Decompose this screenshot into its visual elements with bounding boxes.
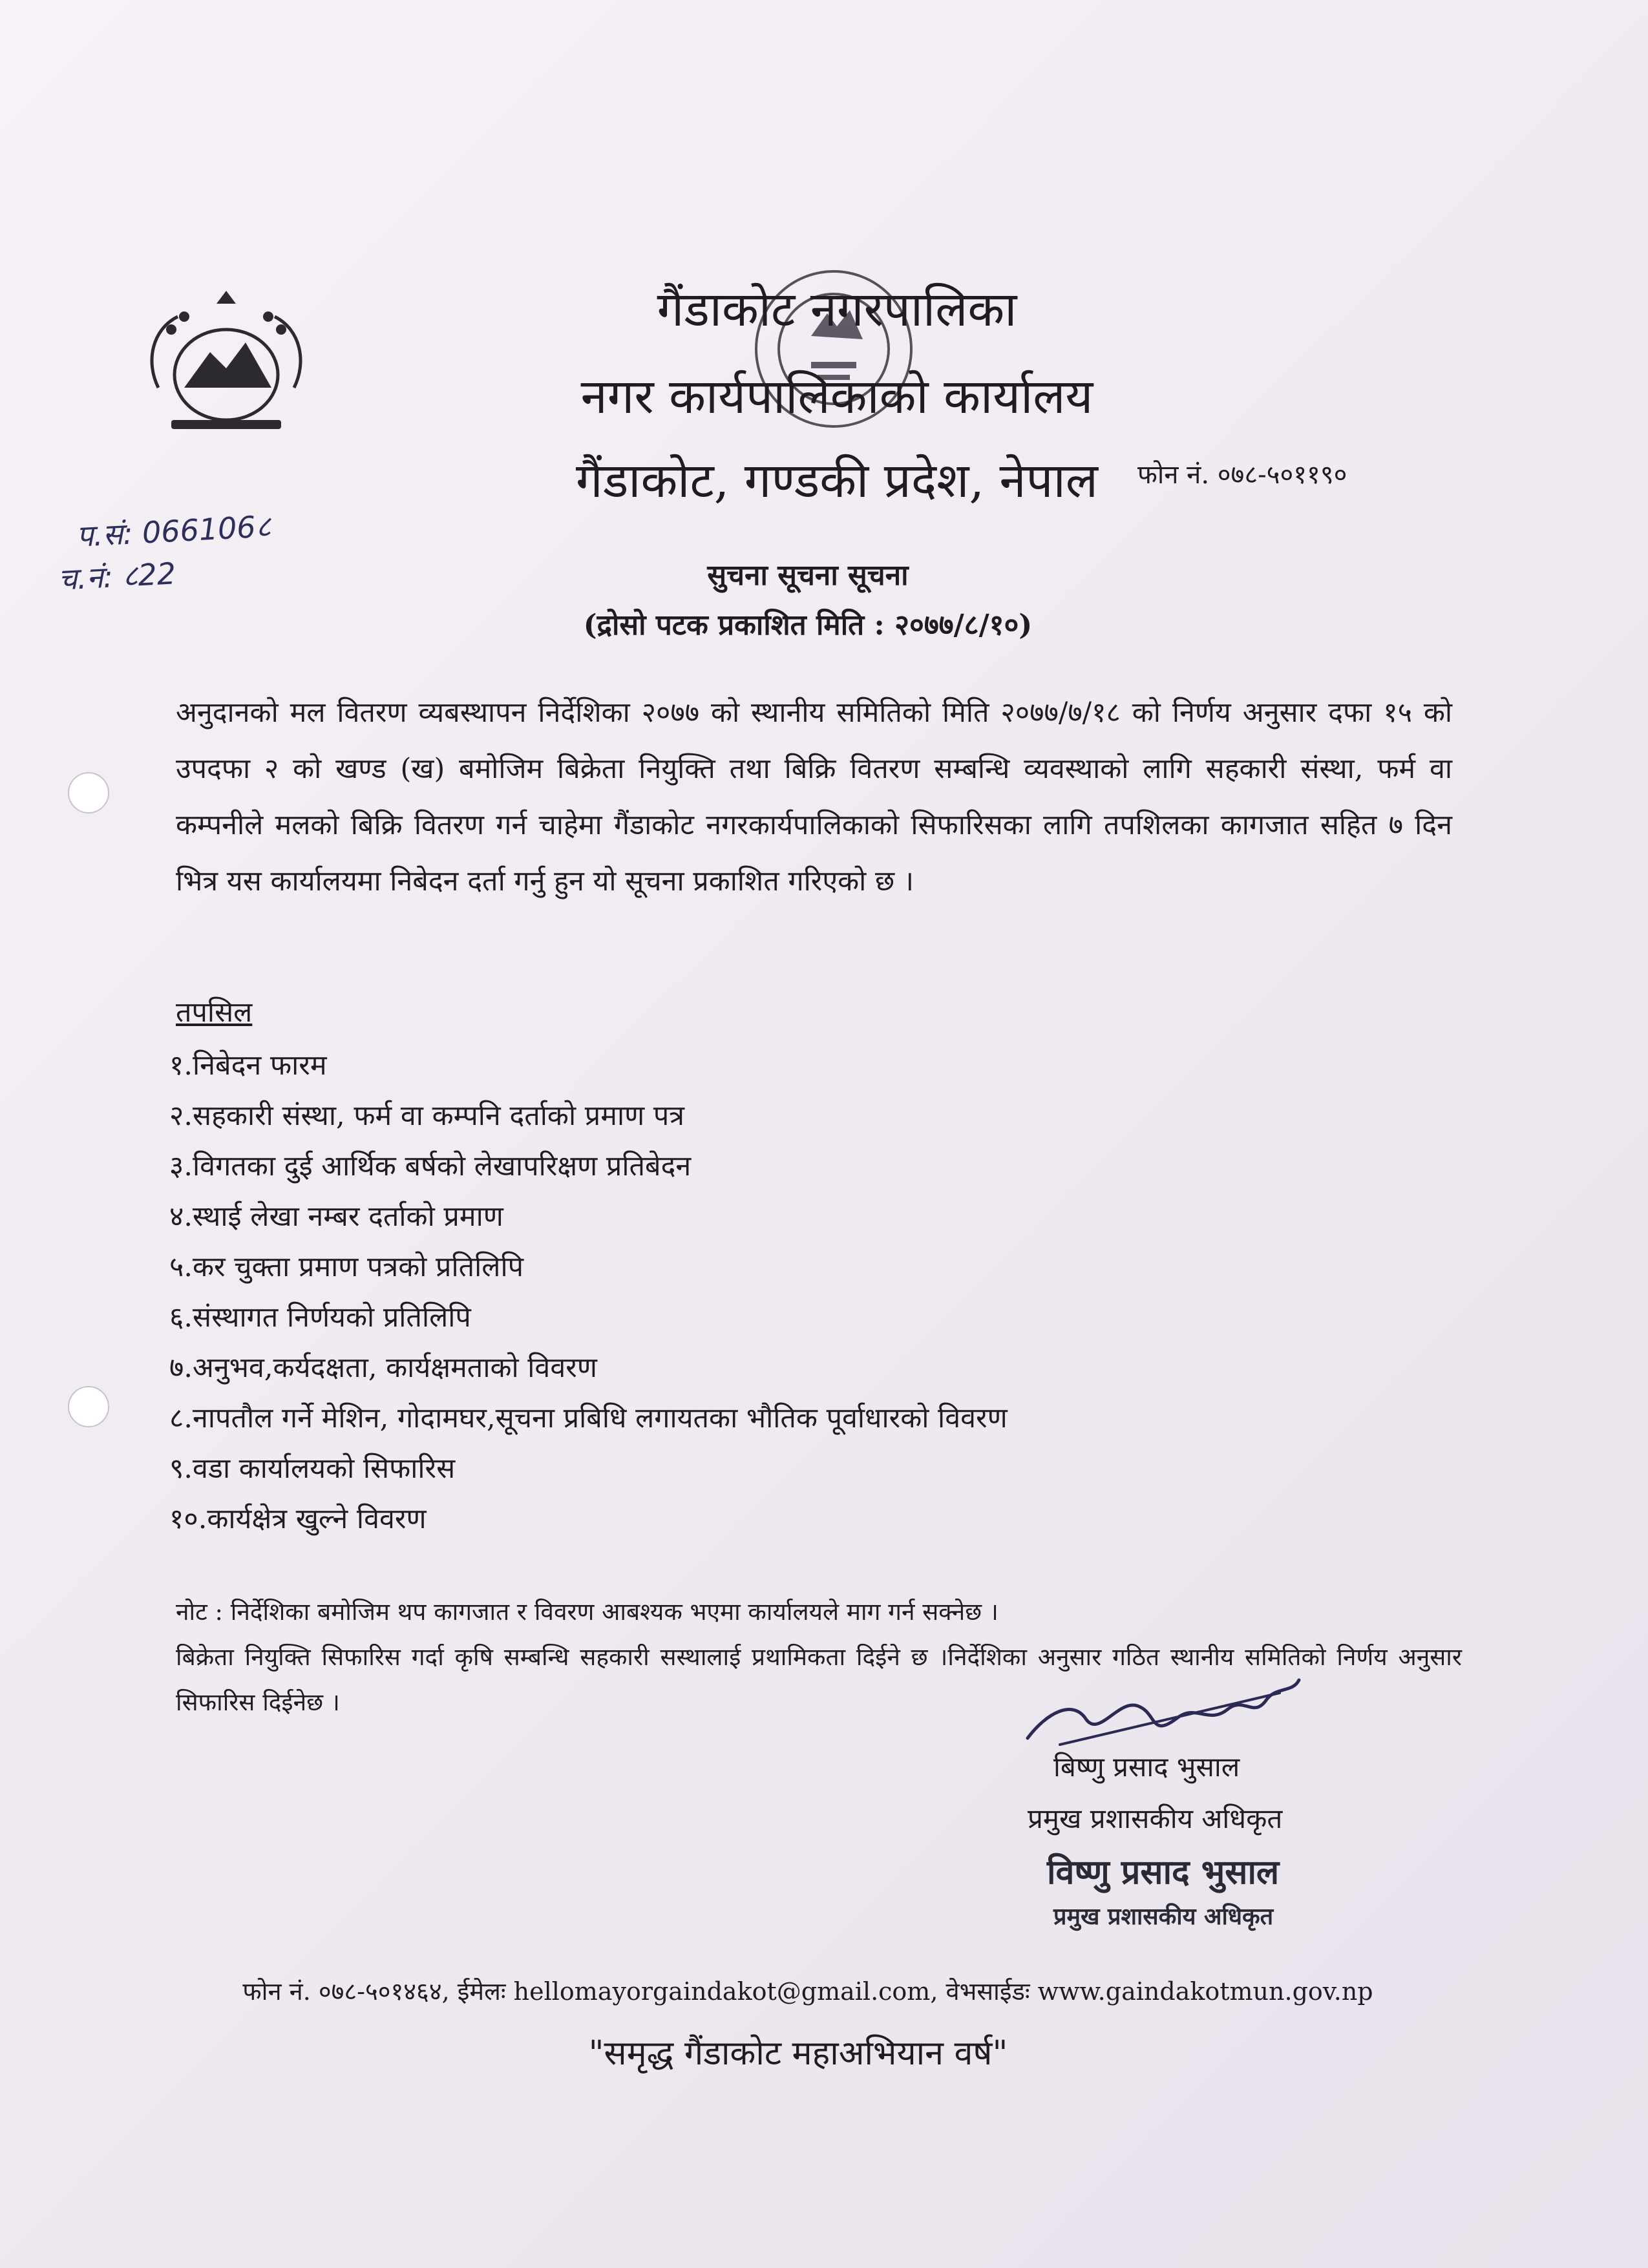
document-list [169,1040,1462,1544]
signatory-name: बिष्णु प्रसाद भुसाल [1053,1751,1240,1783]
handwritten-reference-number: प.सं: 066106८ [75,509,272,554]
list-item: ४.स्थाई लेखा नम्बर दर्ताको प्रमाण [169,1201,503,1233]
list-item: ७.अनुभव,कर्यदक्षता, कार्यक्षमताको विवरण [169,1352,597,1384]
footer-contact: फोन नं. ०७८-५०१४६४, ईमेलः hellomayorgaindakot@gmail.com, वेभसाईडः www.gaindakotmun.gov.np [242,1977,1373,2006]
list-item: ५.कर चुक्ता प्रमाण पत्रको प्रतिलिपि [169,1251,524,1283]
list-item: ३.विगतका दुई आर्थिक बर्षको लेखापरिक्षण प्रतिबेदन [169,1150,692,1182]
office-name: नगर कार्यपालिकाको कार्यालय [580,369,1093,425]
list-item: ६.संस्थागत निर्णयको प्रतिलिपि [169,1301,471,1334]
municipality-name: गैंडाकोट नगरपालिका [657,282,1017,337]
handwritten-dispatch-number: च.नं: ८22 [57,556,177,597]
list-heading: तपसिल [176,996,253,1029]
note-line-2: बिक्रेता नियुक्ति सिफारिस गर्दा कृषि सम्बन्धि सहकारी सस्थालाई प्रथामिकता दिईने छ ।निर्देशिका अनुसार गठित स्थानीय समितिको निर्णय अनुसार सिफारिस दिईनेछ । [176,1643,1462,1716]
list-item: ८.नापतौल गर्ने मेशिन, गोदामघर,सूचना प्रबिधि लगायतका भौतिक पूर्वाधारको विवरण [169,1402,1008,1434]
signatory-designation: प्रमुख प्रशासकीय अधिकृत [1028,1803,1283,1834]
notice-body: अनुदानको मल वितरण व्यबस्थापन निर्देशिका २०७७ को स्थानीय समितिको मिति २०७७/७/१८ को निर्णय अनुसार दफा १५ को उपदफा २ को खण्ड (ख) बमोजिम बिक्रेता नियुक्ति तथा बिक्रि वितरण सम्बन्धि व्यवस्थाको लागि सहकारी संस्था, फर्म वा कम्पनीले मलको बिक्रि वितरण गर्न चाहेमा गैंडाकोट नगरकार्यपालिकाको सिफारिसका लागि तपशिलका कागजात सहित ७ दिन भित्र यस कार्यालयमा निबेदन दर्ता गर्नु हुन यो सूचना प्रकाशित गरिएको छ । [176,697,1452,898]
note-line-1: नोट : निर्देशिका बमोजिम थप कागजात र विवरण आबश्यक भएमा कार्यालयले माग गर्न सक्नेछ । [176,1598,998,1626]
notice-subheading: (द्रोसो पटक प्रकाशित मिति : २०७७/८/१०) [583,609,1033,642]
stamp-signatory-name: विष्णु प्रसाद भुसाल [1047,1853,1280,1892]
footer-slogan: "समृद्ध गैंडाकोट महाअभियान वर्ष" [588,2034,1008,2073]
signature-icon [1021,1674,1305,1758]
punch-hole [68,1386,109,1427]
list-item: ९.वडा कार्यालयको सिफारिस [169,1453,456,1485]
list-item: १.निबेदन फारम [169,1049,327,1082]
list-item: २.सहकारी संस्था, फर्म वा कम्पनि दर्ताको प्रमाण पत्र [169,1100,684,1132]
stamp-signatory-designation: प्रमुख प्रशासकीय अधिकृत [1053,1904,1274,1930]
office-phone: फोन नं. ०७८-५०११९० [1137,460,1347,490]
office-address: गैंडाकोट, गण्डकी प्रदेश, नेपाल [576,453,1098,509]
list-item: १०.कार्यक्षेत्र खुल्ने विवरण [169,1503,427,1535]
notice-heading: सुचना सूचना सूचना [707,559,909,592]
punch-hole [68,772,109,814]
